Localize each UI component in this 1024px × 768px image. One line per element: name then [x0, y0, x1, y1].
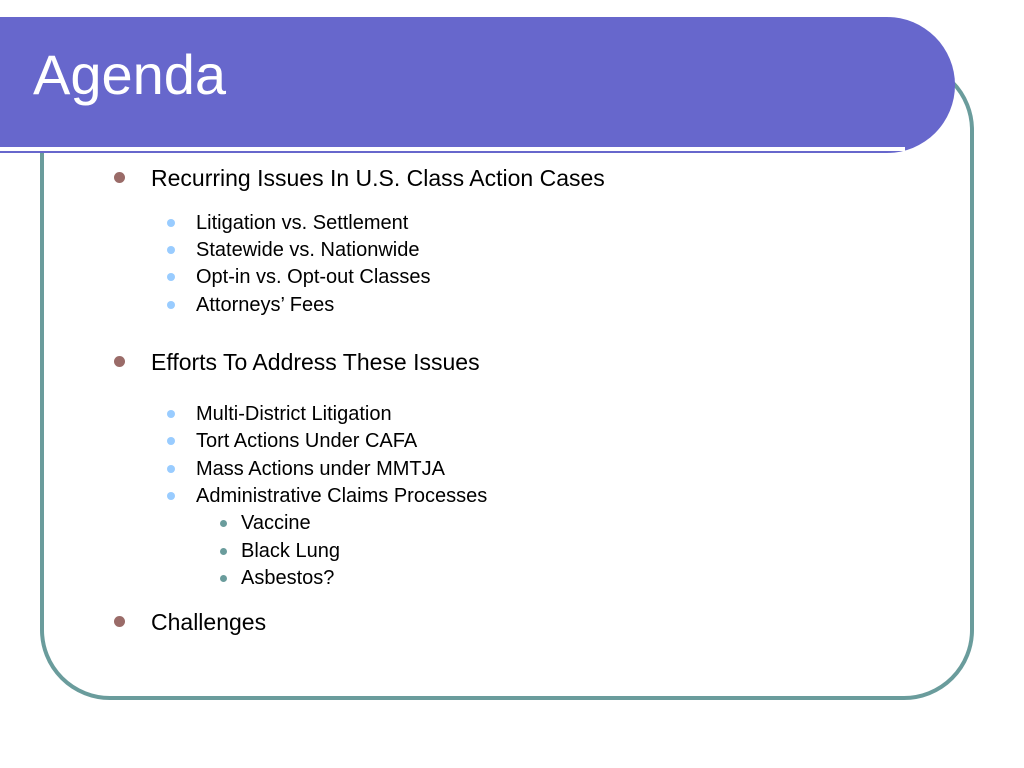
bullet-dot-icon — [167, 219, 175, 227]
bullet-dot-icon — [220, 575, 227, 582]
bullet-dot-icon — [167, 246, 175, 254]
bullet-text: Vaccine — [241, 512, 311, 534]
bullet-text: Statewide vs. Nationwide — [196, 239, 420, 261]
bullet-item — [151, 165, 605, 192]
bullet-dot-icon — [167, 301, 175, 309]
bullet-dot-icon — [220, 548, 227, 555]
bullet-dot-icon — [167, 492, 175, 500]
bullet-text: Tort Actions Under CAFA — [196, 430, 418, 452]
sub-bullet-item — [196, 212, 408, 235]
bullet-item — [151, 609, 266, 636]
bullet-text: Recurring Issues In U.S. Class Action Cases — [151, 165, 605, 191]
bullet-dot-icon — [220, 520, 227, 527]
bullet-dot-icon — [167, 273, 175, 281]
sub-bullet-item — [196, 239, 419, 262]
sub-bullet-item — [196, 430, 417, 453]
bullet-dot-icon — [114, 356, 125, 367]
sub-bullet-item — [196, 458, 445, 481]
bullet-text: Black Lung — [241, 540, 340, 562]
bullet-text: Administrative Claims Processes — [196, 485, 488, 507]
bullet-dot-icon — [167, 465, 175, 473]
bullet-text: Efforts To Address These Issues — [151, 349, 480, 375]
sub-bullet-item — [196, 403, 392, 426]
sub-sub-bullet-item — [241, 567, 334, 590]
bullet-text: Attorneys’ Fees — [196, 294, 335, 316]
bullet-dot-icon — [114, 616, 125, 627]
title-underline — [0, 147, 905, 151]
sub-sub-bullet-item — [241, 512, 311, 535]
bullet-text: Opt-in vs. Opt-out Classes — [196, 266, 431, 288]
bullet-dot-icon — [167, 410, 175, 418]
bullet-text: Asbestos? — [241, 567, 335, 589]
bullet-text: Litigation vs. Settlement — [196, 212, 409, 234]
sub-bullet-item — [196, 266, 431, 289]
content-frame — [40, 60, 974, 700]
sub-sub-bullet-item — [241, 540, 340, 563]
slide-title: Agenda — [33, 43, 227, 106]
bullet-item — [151, 349, 480, 376]
bullet-text: Mass Actions under MMTJA — [196, 458, 445, 480]
bullet-dot-icon — [167, 437, 175, 445]
bullet-dot-icon — [114, 172, 125, 183]
sub-bullet-item — [196, 485, 487, 508]
sub-bullet-item — [196, 294, 334, 317]
bullet-text: Challenges — [151, 609, 267, 635]
bullet-text: Multi-District Litigation — [196, 403, 392, 425]
